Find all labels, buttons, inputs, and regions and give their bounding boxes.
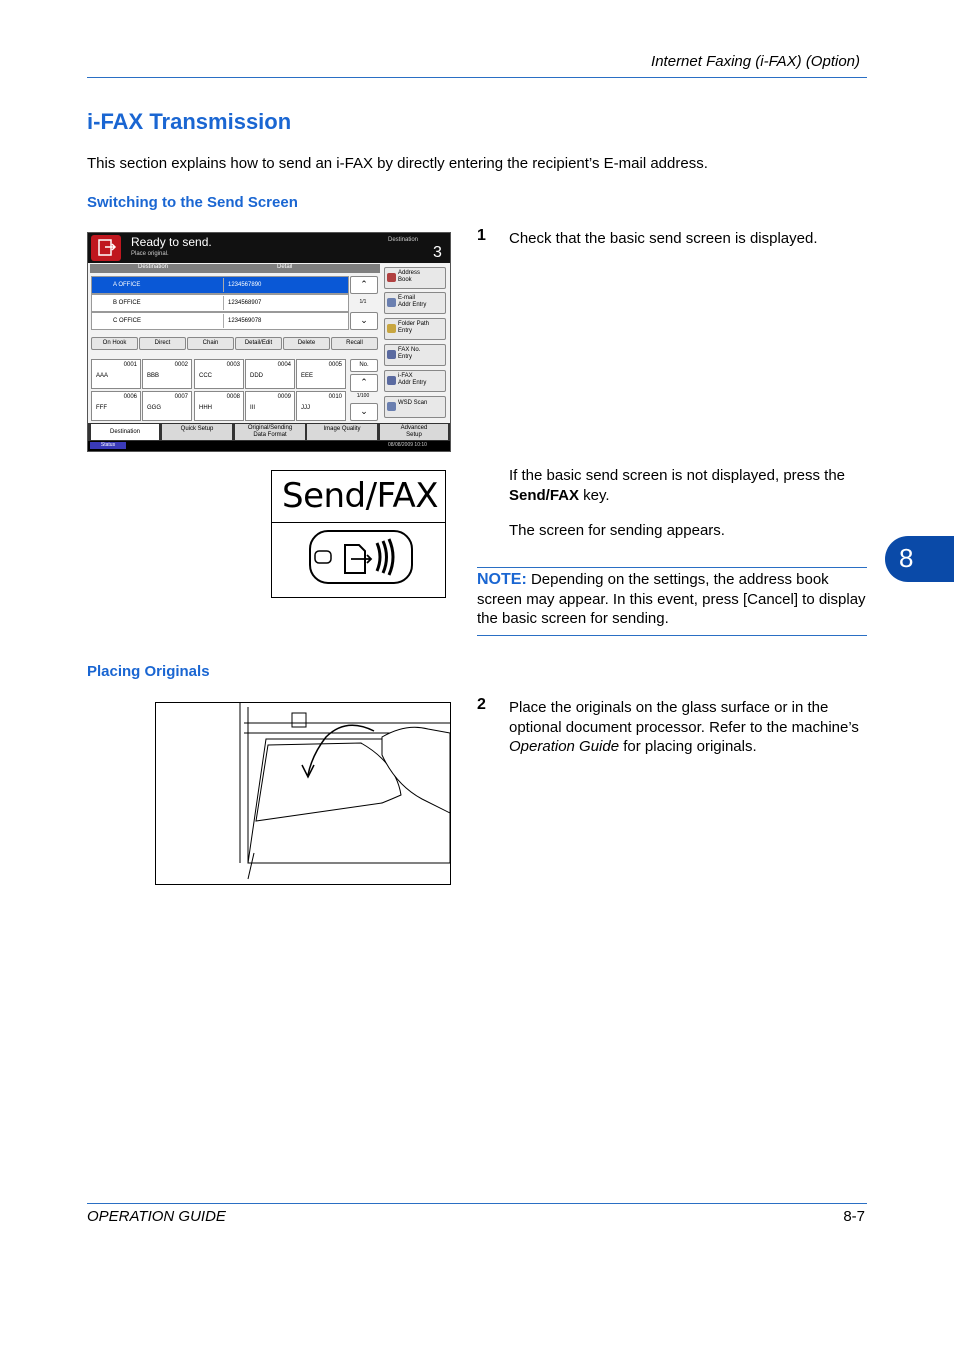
running-header: Internet Faxing (i-FAX) (Option) bbox=[651, 53, 860, 70]
platen-illustration bbox=[156, 703, 450, 884]
wsd-scan-icon bbox=[387, 402, 396, 411]
destination-column-header bbox=[90, 264, 380, 273]
folder-path-entry-button[interactable]: Folder Path Entry bbox=[384, 318, 446, 340]
direct-button[interactable]: Direct bbox=[139, 337, 186, 350]
tab-image-quality[interactable]: Image Quality bbox=[307, 424, 377, 440]
row-name: B OFFICE bbox=[113, 300, 141, 306]
note-label: NOTE: bbox=[477, 571, 527, 588]
one-touch-key[interactable]: 0009 III bbox=[245, 391, 295, 421]
send-fax-key-image bbox=[271, 470, 446, 598]
tab-original-sending[interactable]: Original/Sending Data Format bbox=[235, 424, 305, 440]
one-touch-key[interactable]: 0001 AAA bbox=[91, 359, 141, 389]
recall-button[interactable]: Recall bbox=[331, 337, 378, 350]
one-touch-key[interactable]: 0002 BBB bbox=[142, 359, 192, 389]
note-rule-bottom bbox=[477, 635, 867, 636]
fax-icon bbox=[387, 350, 396, 359]
step1-result: The screen for sending appears. bbox=[509, 522, 725, 539]
one-touch-key[interactable]: 0003 CCC bbox=[194, 359, 244, 389]
tab-advanced-setup[interactable]: Advanced Setup bbox=[380, 424, 448, 440]
section-heading-send-screen: Switching to the Send Screen bbox=[87, 194, 298, 211]
one-touch-key[interactable]: 0007 GGG bbox=[142, 391, 192, 421]
number-search-button[interactable]: No. bbox=[350, 359, 378, 372]
footer-page-number: 8-7 bbox=[843, 1208, 865, 1225]
send-fax-key-icon bbox=[309, 529, 413, 585]
destination-row[interactable] bbox=[91, 276, 349, 294]
scroll-down-button[interactable]: ⌄ bbox=[350, 312, 378, 330]
email-icon bbox=[387, 298, 396, 307]
row-name: C OFFICE bbox=[113, 318, 141, 324]
screen-ready-text: Ready to send. bbox=[131, 235, 212, 249]
placing-originals-illustration bbox=[155, 702, 451, 885]
page-title: i-FAX Transmission bbox=[87, 109, 292, 134]
send-mode-icon bbox=[91, 235, 121, 261]
wsd-scan-button[interactable]: WSD Scan bbox=[384, 396, 446, 418]
key-scroll-up-button[interactable]: ⌃ bbox=[350, 374, 378, 392]
folder-icon bbox=[387, 324, 396, 333]
row-detail: 1234567890 bbox=[228, 282, 262, 288]
tab-destination[interactable]: Destination bbox=[91, 424, 159, 440]
delete-button[interactable]: Delete bbox=[283, 337, 330, 350]
email-addr-entry-button[interactable]: E-mail Addr Entry bbox=[384, 292, 446, 314]
one-touch-key[interactable]: 0006 FFF bbox=[91, 391, 141, 421]
section-heading-placing-originals: Placing Originals bbox=[87, 663, 210, 680]
fax-no-entry-button[interactable]: FAX No. Entry bbox=[384, 344, 446, 366]
screen-datetime: 08/08/2009 10:10 bbox=[388, 442, 427, 448]
address-book-icon bbox=[387, 273, 396, 282]
note-text: Depending on the settings, the address book screen may appear. In this event, press [Cancel] to display the basic screen for sending. bbox=[477, 571, 866, 627]
row-detail: 1234568907 bbox=[228, 300, 262, 306]
row-name: A OFFICE bbox=[113, 282, 141, 288]
tab-quick-setup[interactable]: Quick Setup bbox=[162, 424, 232, 440]
address-book-button[interactable]: Address Book bbox=[384, 267, 446, 289]
send-fax-key-label: Send/FAX bbox=[282, 476, 439, 516]
ifax-addr-entry-button[interactable]: i-FAX Addr Entry bbox=[384, 370, 446, 392]
step2-text: Place the originals on the glass surface or in the optional document processor. Refer to the machine’s Operation Guide for placing originals. bbox=[509, 699, 859, 755]
footer-guide-name: OPERATION GUIDE bbox=[87, 1208, 226, 1225]
destination-row[interactable] bbox=[91, 294, 349, 312]
chapter-number: 8 bbox=[899, 543, 914, 573]
step-number-2: 2 bbox=[477, 696, 486, 713]
key-scroll-down-button[interactable]: ⌄ bbox=[350, 403, 378, 421]
note-rule-top bbox=[477, 567, 867, 568]
chapter-tab bbox=[885, 536, 954, 582]
step-number-1: 1 bbox=[477, 227, 486, 244]
intro-paragraph: This section explains how to send an i-FAX by directly entering the recipient’s E-mail address. bbox=[87, 155, 708, 172]
status-button[interactable]: Status bbox=[90, 442, 126, 449]
step1-text: Check that the basic send screen is displayed. bbox=[509, 230, 818, 247]
footer-rule bbox=[87, 1203, 867, 1204]
on-hook-button[interactable]: On Hook bbox=[91, 337, 138, 350]
screen-destination-count: 3 bbox=[433, 244, 442, 261]
destination-row[interactable] bbox=[91, 312, 349, 330]
header-rule bbox=[87, 77, 867, 78]
ifax-icon bbox=[387, 376, 396, 385]
note bbox=[477, 570, 867, 629]
one-touch-key[interactable]: 0010 JJJ bbox=[296, 391, 346, 421]
col-destination: Destination bbox=[138, 264, 169, 270]
key-page-indicator: 1/100 bbox=[356, 393, 370, 399]
one-touch-key[interactable]: 0008 HHH bbox=[194, 391, 244, 421]
key-divider bbox=[272, 522, 445, 523]
col-detail: Detail bbox=[277, 264, 293, 270]
scroll-up-button[interactable]: ⌃ bbox=[350, 276, 378, 294]
send-screen-image bbox=[87, 232, 451, 452]
screen-place-text: Place original. bbox=[131, 251, 169, 257]
screen-destination-label: Destination bbox=[388, 237, 419, 243]
row-detail: 1234569078 bbox=[228, 318, 262, 324]
step1-instruction: If the basic send screen is not displayed, press the Send/FAX key. bbox=[509, 467, 846, 504]
one-touch-key[interactable]: 0004 DDD bbox=[245, 359, 295, 389]
list-page-indicator: 1/1 bbox=[359, 299, 367, 305]
chain-button[interactable]: Chain bbox=[187, 337, 234, 350]
one-touch-key[interactable]: 0005 EEE bbox=[296, 359, 346, 389]
detail-edit-button[interactable]: Detail/Edit bbox=[235, 337, 282, 350]
